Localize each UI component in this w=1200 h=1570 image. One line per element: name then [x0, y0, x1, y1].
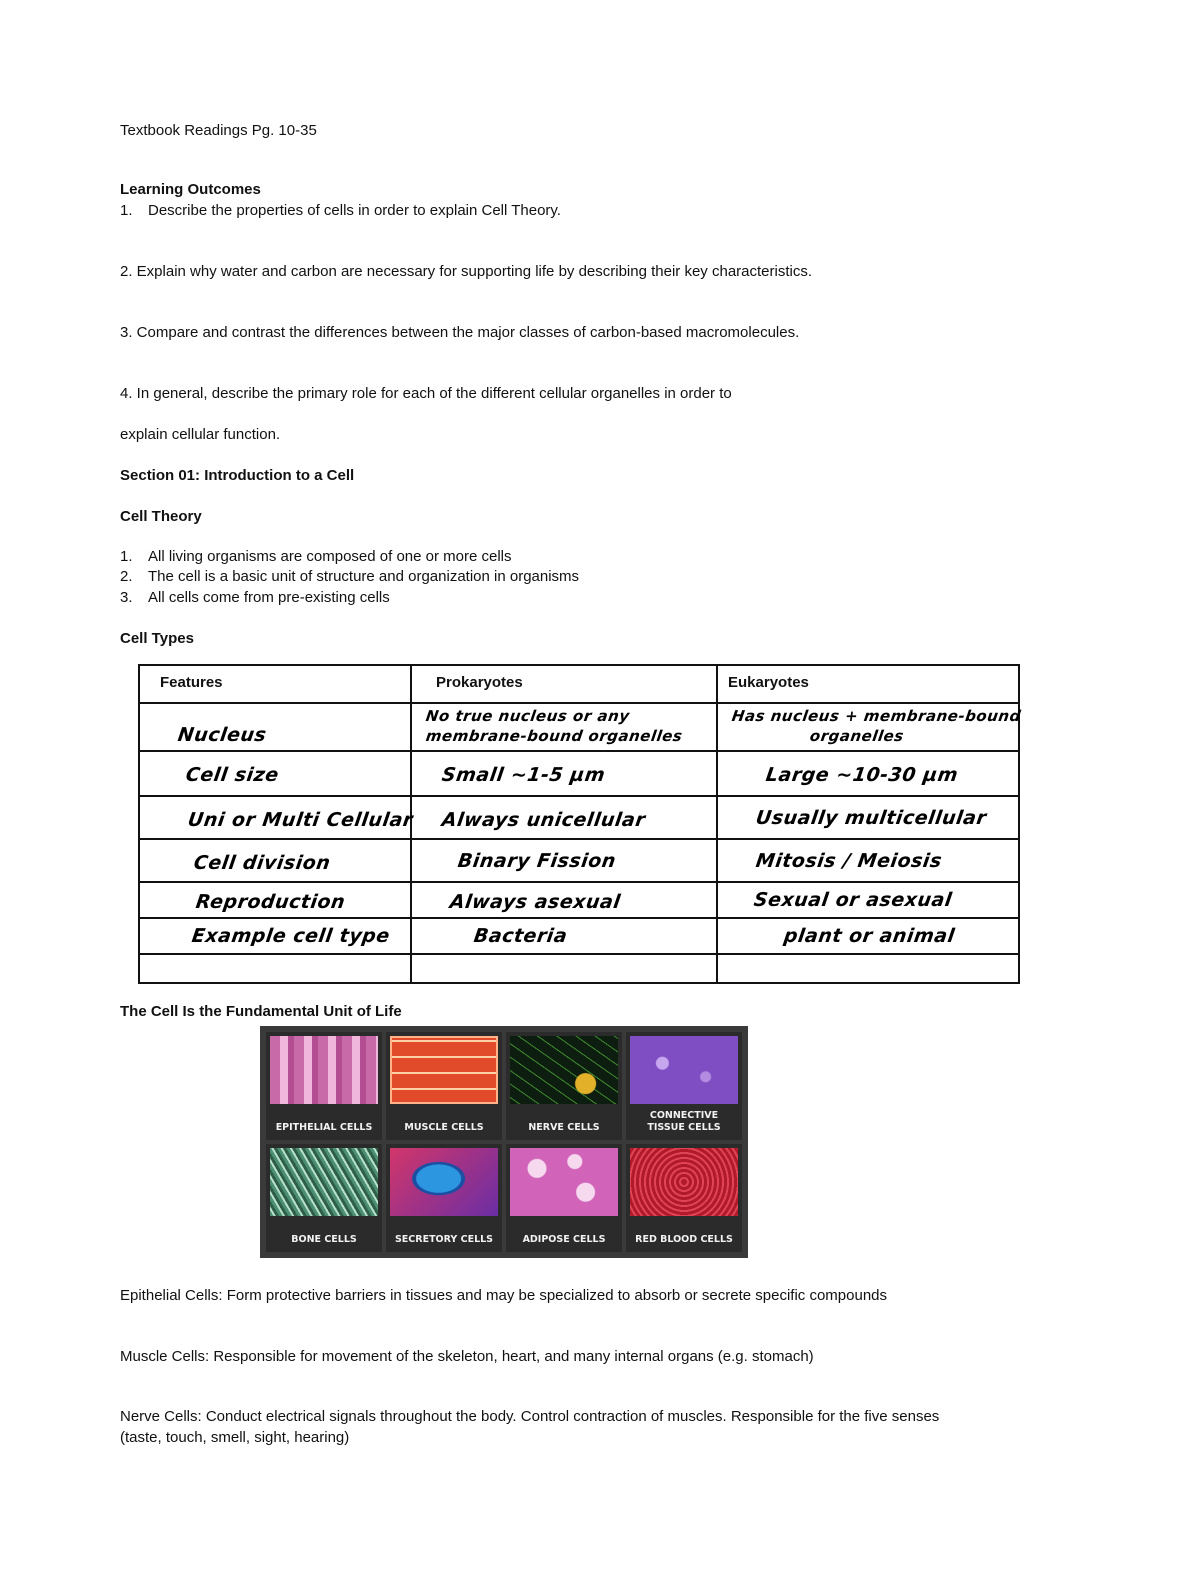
- prokaryote-value: Always asexual: [448, 891, 622, 913]
- red-blood-cells-image: [630, 1148, 738, 1216]
- table-row: [140, 883, 1018, 919]
- tile-caption: SECRETORY CELLS: [394, 1234, 494, 1245]
- epithelial-cells-image: [270, 1036, 378, 1104]
- eukaryote-value: Sexual or asexual: [752, 889, 954, 911]
- table-row: [140, 752, 1018, 797]
- outcome-1-number: 1.: [120, 202, 133, 219]
- cell-theory-item: [120, 589, 390, 607]
- muscle-description: Muscle Cells: Responsible for movement of the skeleton, heart, and many internal organs (e.g. stomach): [120, 1348, 814, 1365]
- tile-caption: NERVE CELLS: [528, 1122, 600, 1133]
- eukaryote-value: Mitosis / Meiosis: [754, 850, 944, 872]
- outcome-4-line2: explain cellular function.: [120, 426, 281, 443]
- textbook-readings: Textbook Readings Pg. 10-35: [120, 122, 317, 139]
- table-cell: [140, 919, 412, 953]
- feature-label: Cell division: [192, 852, 332, 874]
- tile-caption: MUSCLE CELLS: [404, 1122, 484, 1133]
- eukaryote-value: Usually multicellular: [754, 807, 988, 829]
- feature-label: Nucleus: [176, 724, 268, 746]
- table-cell: [412, 883, 718, 917]
- table-cell: [412, 840, 718, 881]
- table-cell: [412, 955, 718, 982]
- outcome-1: [120, 202, 561, 220]
- table-cell: [140, 797, 415, 838]
- cell-theory-text: The cell is a basic unit of structure and organization in organisms: [148, 568, 580, 585]
- cell-types-table: [138, 664, 1023, 984]
- table-cell: [412, 752, 718, 795]
- eukaryote-value: Large ~10-30 µm: [764, 764, 960, 786]
- prokaryote-value: membrane-bound organelles: [424, 727, 684, 745]
- tile-caption: RED BLOOD CELLS: [635, 1234, 733, 1245]
- adipose-tile: [506, 1144, 622, 1252]
- eukaryote-value: organelles: [808, 727, 906, 745]
- feature-label: Cell size: [184, 764, 281, 786]
- tile-caption: ADIPOSE CELLS: [522, 1234, 606, 1245]
- outcome-1-text: Describe the properties of cells in order to explain Cell Theory.: [148, 202, 561, 219]
- section-title: Section 01: Introduction to a Cell: [120, 467, 355, 484]
- table-cell: [140, 752, 412, 795]
- outcome-3: 3. Compare and contrast the differences between the major classes of carbon-based macromolecules.: [120, 324, 800, 341]
- cell-theory-text: All cells come from pre-existing cells: [148, 589, 390, 606]
- table-cell: [140, 883, 412, 917]
- table-row: [140, 919, 1018, 955]
- nerve-cells-image: [510, 1036, 618, 1104]
- prokaryote-value: Binary Fission: [456, 850, 618, 872]
- table-row: [140, 704, 1023, 752]
- secretory-cells-image: [390, 1148, 498, 1216]
- nerve-description-line2: (taste, touch, smell, sight, hearing): [120, 1429, 350, 1446]
- table-cell: [718, 797, 1018, 838]
- table-cell: [718, 752, 1018, 795]
- nerve-tile: [506, 1032, 622, 1140]
- table-cell: [140, 955, 412, 982]
- tile-caption: CONNECTIVE TISSUE CELLS: [647, 1110, 721, 1133]
- muscle-cells-image: [390, 1036, 498, 1104]
- table-header-row: [140, 666, 1018, 704]
- prokaryote-value: Always unicellular: [440, 809, 647, 831]
- muscle-tile: [386, 1032, 502, 1140]
- tile-caption: EPITHELIAL CELLS: [275, 1122, 373, 1133]
- table-row: [140, 840, 1018, 883]
- eukaryote-value: Has nucleus + membrane-bound: [730, 707, 1023, 725]
- tile-caption: BONE CELLS: [291, 1234, 357, 1245]
- secretory-tile: [386, 1144, 502, 1252]
- table-row-empty: [140, 955, 1018, 982]
- table-cell: [718, 704, 1023, 750]
- cell-theory-number: 3.: [120, 589, 133, 606]
- fundamental-unit-heading: The Cell Is the Fundamental Unit of Life: [120, 1003, 402, 1020]
- connective-tissue-cells-image: [630, 1036, 738, 1104]
- epithelial-tile: [266, 1032, 382, 1140]
- bone-tile: [266, 1144, 382, 1252]
- feature-label: Uni or Multi Cellular: [186, 809, 415, 831]
- table-row: [140, 797, 1018, 840]
- table-cell: [140, 704, 412, 750]
- cell-theory-item: [120, 568, 579, 586]
- eukaryote-value: plant or animal: [782, 925, 957, 947]
- red-blood-tile: [626, 1144, 742, 1252]
- table-cell: [718, 883, 1018, 917]
- header-features: Features: [140, 666, 412, 702]
- outcome-4-line1: 4. In general, describe the primary role for each of the different cellular organelles in order to: [120, 385, 732, 402]
- cell-theory-number: 1.: [120, 548, 133, 565]
- connective-tile: [626, 1032, 742, 1140]
- outcome-2: 2. Explain why water and carbon are necessary for supporting life by describing their key characteristics.: [120, 263, 812, 280]
- epithelial-description: Epithelial Cells: Form protective barriers in tissues and may be specialized to absorb or secrete specific compounds: [120, 1287, 888, 1304]
- table-cell: [718, 919, 1018, 953]
- feature-label: Example cell type: [190, 925, 392, 947]
- table-cell: [140, 840, 412, 881]
- header-prokaryotes: Prokaryotes: [412, 666, 718, 702]
- cell-types-image: [260, 1026, 748, 1258]
- cell-theory-heading: Cell Theory: [120, 508, 202, 525]
- prokaryote-value: No true nucleus or any: [424, 707, 631, 725]
- cell-theory-text: All living organisms are composed of one or more cells: [148, 548, 512, 565]
- table-cell: [412, 704, 718, 750]
- nerve-description-line1: Nerve Cells: Conduct electrical signals throughout the body. Control contraction of muscles. Responsible for the five senses: [120, 1408, 940, 1425]
- prokaryote-value: Bacteria: [472, 925, 569, 947]
- header-eukaryotes: Eukaryotes: [728, 674, 809, 691]
- cell-theory-item: [120, 548, 512, 566]
- bone-cells-image: [270, 1148, 378, 1216]
- cell-types-heading: Cell Types: [120, 630, 194, 647]
- cell-theory-number: 2.: [120, 568, 133, 585]
- table-cell: [412, 797, 718, 838]
- adipose-cells-image: [510, 1148, 618, 1216]
- feature-label: Reproduction: [194, 891, 347, 913]
- table-cell: [412, 919, 718, 953]
- table-cell: [718, 840, 1018, 881]
- learning-outcomes-heading: Learning Outcomes: [120, 181, 261, 198]
- prokaryote-value: Small ~1-5 µm: [440, 764, 607, 786]
- table-cell: [718, 955, 1018, 982]
